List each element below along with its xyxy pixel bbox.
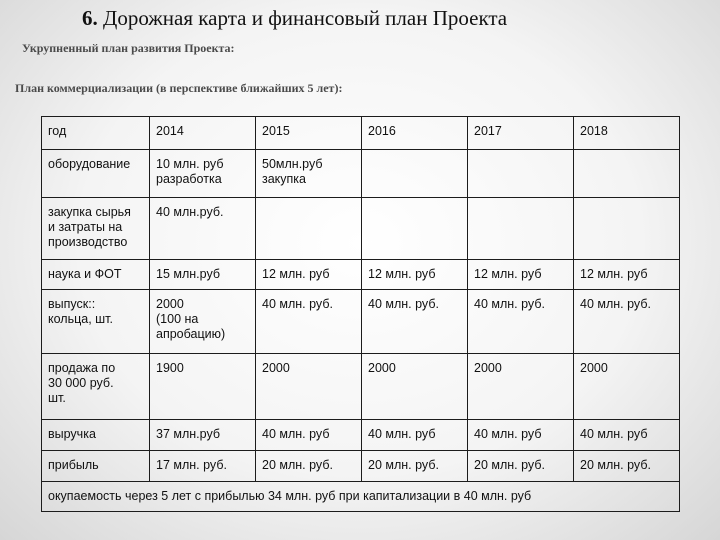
table-row-output [42, 290, 680, 354]
table-cell: 20 млн. руб. [574, 451, 680, 482]
slide-title-text: Дорожная карта и финансовый план Проекта [103, 6, 508, 30]
table-row-revenue [42, 420, 680, 451]
table-row-profit [42, 451, 680, 482]
table-cell: 40 млн. руб [574, 420, 680, 451]
slide-title-number: 6. [82, 6, 98, 30]
table-cell: 10 млн. руб разработка [150, 150, 256, 198]
table-cell: 40 млн. руб. [362, 290, 468, 354]
empty-cell [574, 150, 680, 198]
row-label-output: выпуск:: кольца, шт. [42, 290, 150, 354]
table-cell: 12 млн. руб [468, 260, 574, 290]
table-row-raw-materials [42, 198, 680, 260]
row-label-raw-materials: закупка сырья и затраты на производство [42, 198, 150, 260]
table-cell: 1900 [150, 354, 256, 420]
table-cell: 50млн.руб закупка [256, 150, 362, 198]
year-cell: 2015 [256, 117, 362, 150]
table-cell: 40 млн. руб [468, 420, 574, 451]
table-row-sales [42, 354, 680, 420]
year-cell: 2018 [574, 117, 680, 150]
table-cell: 17 млн. руб. [150, 451, 256, 482]
table-cell: 40 млн. руб [256, 420, 362, 451]
year-cell: 2014 [150, 117, 256, 150]
table-row-equipment [42, 150, 680, 198]
table-cell: 40 млн. руб. [256, 290, 362, 354]
table-cell: 12 млн. руб [256, 260, 362, 290]
table-cell: 12 млн. руб [362, 260, 468, 290]
table-cell: 40 млн. руб. [468, 290, 574, 354]
empty-cell [362, 150, 468, 198]
table-cell: 15 млн.руб [150, 260, 256, 290]
table-cell: 2000 (100 на апробацию) [150, 290, 256, 354]
table-cell: 20 млн. руб. [256, 451, 362, 482]
row-label-equipment: оборудование [42, 150, 150, 198]
row-label-year: год [42, 117, 150, 150]
table-cell: 40 млн. руб [362, 420, 468, 451]
table-cell: 2000 [468, 354, 574, 420]
table-cell: 12 млн. руб [574, 260, 680, 290]
table-row-footer [42, 482, 680, 512]
year-cell: 2016 [362, 117, 468, 150]
table-row-science [42, 260, 680, 290]
development-plan-heading: Укрупненный план развития Проекта: [22, 41, 235, 55]
empty-cell [256, 198, 362, 260]
table-cell: 20 млн. руб. [362, 451, 468, 482]
row-label-science: наука и ФОТ [42, 260, 150, 290]
row-label-sales: продажа по 30 000 руб. шт. [42, 354, 150, 420]
empty-cell [362, 198, 468, 260]
year-cell: 2017 [468, 117, 574, 150]
table-row-year [42, 117, 680, 150]
roadmap-table [41, 116, 680, 512]
table-cell: 40 млн. руб. [574, 290, 680, 354]
table-cell: 2000 [256, 354, 362, 420]
commercialization-plan-heading: План коммерциализации (в перспективе ближайших 5 лет): [15, 81, 343, 95]
row-label-profit: прибыль [42, 451, 150, 482]
empty-cell [468, 150, 574, 198]
empty-cell [574, 198, 680, 260]
payback-summary: окупаемость через 5 лет с прибылью 34 млн. руб при капитализации в 40 млн. руб [42, 482, 680, 512]
table-cell: 40 млн.руб. [150, 198, 256, 260]
slide-title [82, 6, 507, 31]
table-cell: 2000 [574, 354, 680, 420]
row-label-revenue: выручка [42, 420, 150, 451]
table-cell: 20 млн. руб. [468, 451, 574, 482]
table-cell: 2000 [362, 354, 468, 420]
empty-cell [468, 198, 574, 260]
table-cell: 37 млн.руб [150, 420, 256, 451]
